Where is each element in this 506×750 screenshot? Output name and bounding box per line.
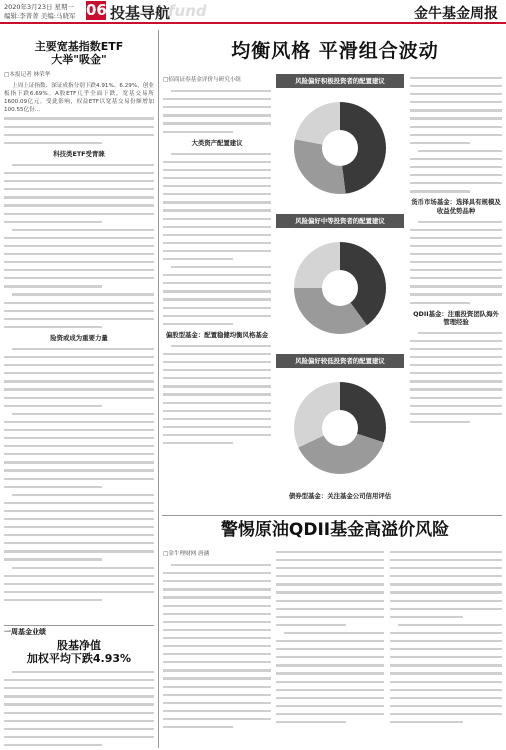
strategy-headline: 均衡风格 平滑组合波动 xyxy=(231,40,439,62)
performance-headline-line2: 加权平均下跌4.93% xyxy=(26,652,132,666)
column-divider xyxy=(158,30,159,748)
pie-chart-moderate xyxy=(276,214,404,348)
article-body-text xyxy=(163,342,271,447)
article-fund-performance xyxy=(4,628,154,748)
pie-chart-aggressive xyxy=(276,74,404,208)
donut-chart xyxy=(294,102,386,194)
masthead xyxy=(0,0,506,24)
etf-subhead-insurance: 险资或成为重要力量 xyxy=(50,333,108,342)
page-number: 06 xyxy=(86,1,107,19)
article-body-text xyxy=(4,345,154,604)
divider xyxy=(4,625,154,626)
donut-chart xyxy=(294,382,386,474)
article-body-text xyxy=(410,218,502,307)
article-body-text xyxy=(4,114,154,146)
etf-headline-line2: 大举"吸金" xyxy=(51,53,107,66)
etf-lead: 上周上证指数、深证成指分别下跌4.91%、6.29%，创业板指下跌6.69%。A股ETF几乎全面下跌，宽基交易所1600.09亿元。受此影响，权益ETF以宽基交易份额增加100.55亿份... xyxy=(4,83,154,114)
article-body-text xyxy=(163,87,271,136)
donut-chart xyxy=(294,242,386,334)
etf-byline: □本报记者 林荣华 xyxy=(4,72,51,78)
article-strategy-col1 xyxy=(163,74,271,509)
pie-chart-title: 风险偏好积极投资者的配置建议 xyxy=(276,74,404,88)
article-body-text xyxy=(410,74,502,195)
article-body-text xyxy=(163,150,271,328)
strategy-subhead-bond: 债券型基金：关注基金公司信用评估 xyxy=(288,492,392,500)
pie-chart-title: 风险偏好较低投资者的配置建议 xyxy=(276,354,404,368)
etf-headline-line1: 主要宽基指数ETF xyxy=(34,40,124,53)
article-qdii-col2 xyxy=(276,548,384,748)
qdii-byline: □金牛理财网 唐涵 xyxy=(163,551,210,557)
editors-line: 编辑:李菁菁 美编:马晓军 xyxy=(4,11,76,20)
masthead-meta xyxy=(4,3,75,20)
strategy-subhead-allocation: 大类资产配置建议 xyxy=(191,138,243,147)
paper-name: 金牛基金周报 xyxy=(414,6,498,22)
article-qdii-col3 xyxy=(390,548,502,748)
article-qdii-col1 xyxy=(163,548,271,748)
article-body-text xyxy=(163,561,271,731)
strategy-byline: □招商证券基金评价与研究小组 xyxy=(163,77,242,83)
pie-chart-conservative xyxy=(276,354,404,488)
strategy-subhead-equity: 偏股型基金：配置稳健均衡风格基金 xyxy=(165,330,269,339)
article-body-text xyxy=(4,161,154,331)
article-strategy-col2b xyxy=(276,492,404,512)
section-title: 投基导航 xyxy=(110,4,171,22)
article-body-text xyxy=(276,548,384,726)
divider xyxy=(162,515,502,516)
article-etf xyxy=(4,40,154,620)
strategy-subhead-qdii: QDII基金：注重投资团队海外管理经验 xyxy=(413,309,499,326)
issue-date: 2020年3月23日 星期一 xyxy=(4,3,75,11)
section-watermark: fund xyxy=(168,2,207,20)
article-body-text xyxy=(410,329,502,426)
article-body-text xyxy=(4,668,154,748)
weekly-performance-tag: 一周基金业绩 xyxy=(4,628,46,636)
qdii-headline: 警惕原油QDII基金高溢价风险 xyxy=(220,520,450,540)
article-body-text xyxy=(390,548,502,726)
performance-headline-line1: 股基净值 xyxy=(57,639,101,653)
etf-subhead-tech: 科技类ETF受青睐 xyxy=(53,149,105,158)
strategy-subhead-money: 货币市场基金：选择具有规模及收益优势品种 xyxy=(411,198,501,215)
article-strategy-col3 xyxy=(410,74,502,509)
pie-chart-title: 风险偏好中等投资者的配置建议 xyxy=(276,214,404,228)
